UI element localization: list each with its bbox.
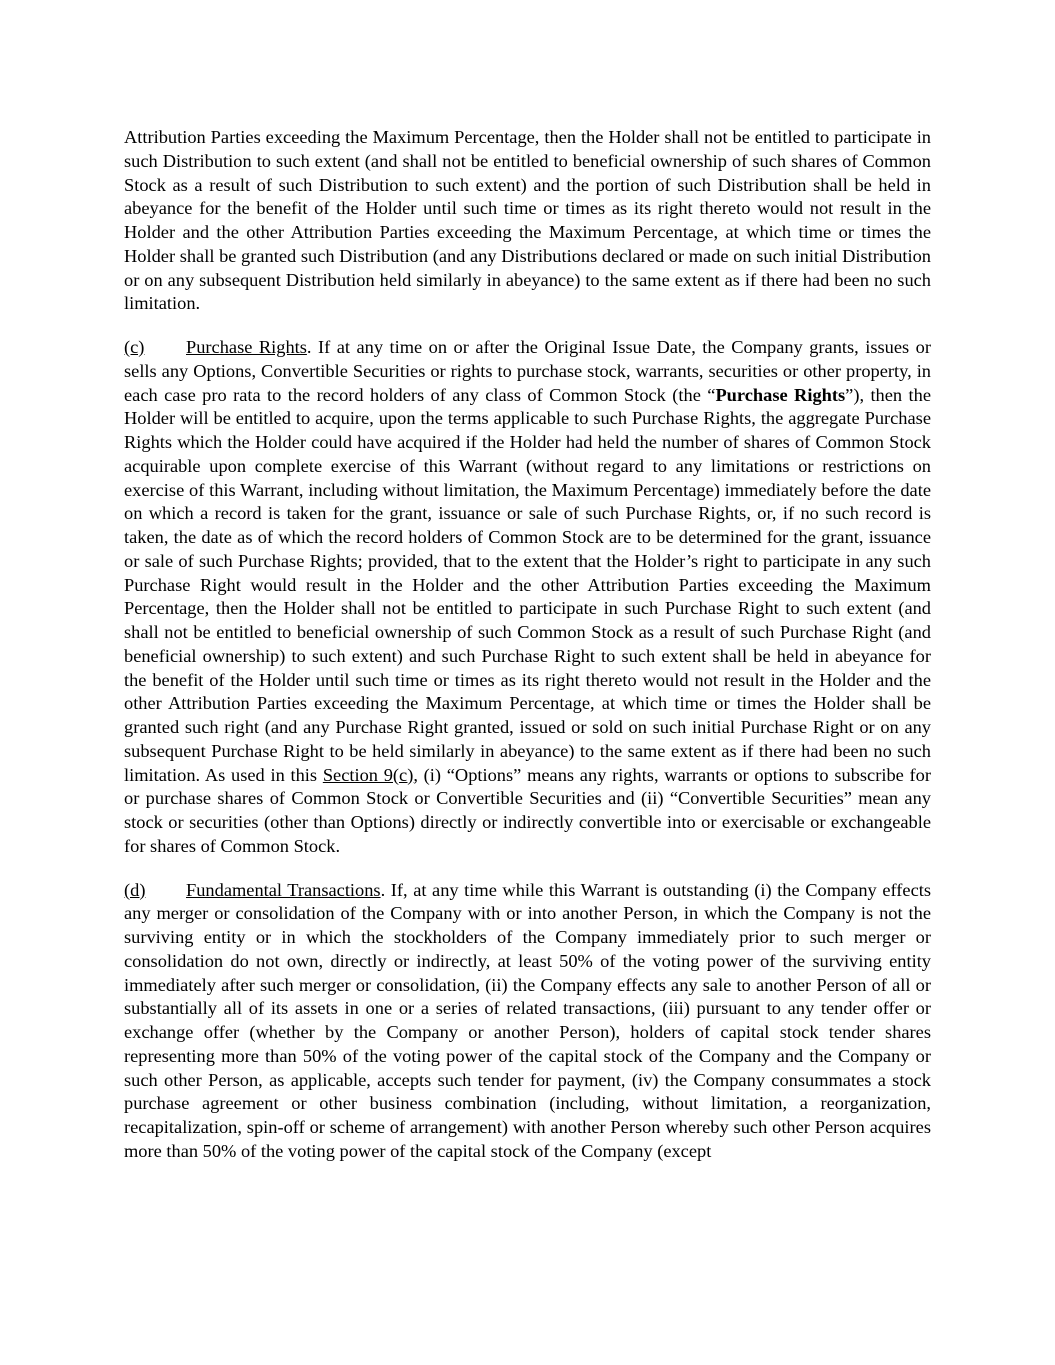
paragraph-text: . If, at any time while this Warrant is outstanding (i) the Company effects any merger or consolidation of the Company with or into another Person, in which the Company is not the surviving entity or in which the stockholders of the Company immediately prior to such merger or consolidation do not own, directly or indirectly, at least 50% of the voting power of the surviving entity immediately after such merger or consolidation, (ii) the Company effects any sale to another Person of all or substantially all of its assets in one or a series of related transactions, (iii) pursuant to any tender offer or exchange offer (whether by the Company or another Person), holders of capital stock tender shares representing more than 50% of the voting power of the capital stock of the Company and the Company or such other Person, as applicable, accepts such tender for payment, (iv) the Company consummates a stock purchase agreement or other business combination (including, without limitation, a reorganization, recapitalization, spin-off or scheme of arrangement) with another Person whereby such other Person acquires more than 50% of the voting power of the capital stock of the Company (except [124,879,932,1161]
paragraph-text: . If at any time on or after the Original Issue Date, the Company grants, issues or sells any Options, Convertible Securities or rights to purchase stock, warrants, securities or other property, in each case pro rata to the record holders of any class of Common Stock (the “ [124,337,931,405]
section-heading: Purchase Rights [186,337,307,357]
section-number: (c) [124,337,145,357]
section-number: (d) [124,879,146,900]
paragraph-text: ”), then the Holder will be entitled to acquire, upon the terms applicable to such Purchase Rights, the aggregate Purchase Rights which the Holder could have acquired if the Holder had held the number of shares of Common Stock acquirable upon complete exercise of this Warrant (without regard to any limitations or restrictions on exercise of this Warrant, including without limitation, the Maximum Percentage) immediately before the date on which a record is taken for the grant, issuance or sale of such Purchase Rights, or, if no such record is taken, the date as of which the record holders of Common Stock are to be determined for the grant, issuance or sale of such Purchase Rights; provided, that to the extent that the Holder’s right to participate in any such Purchase Right would result in the Holder and the other Attribution Parties exceeding the Maximum Percentage, then the Holder shall not be entitled to participate in such Purchase Right to such extent (and shall not be entitled to beneficial ownership of such Common Stock as a result of such Purchase Right (and beneficial ownership) to such extent) and such Purchase Right to such extent shall be held in abeyance for the benefit of the Holder until such time or times as its right thereto would not result in the Holder and the other Attribution Parties exceeding the Maximum Percentage, at which time or times the Holder shall be granted such right (and any Purchase Right granted, issued or sold on such initial Purchase Right or on any subsequent Purchase Right to be held similarly in abeyance) to the same extent as if there had been no such limitation. As used in this [124,384,931,785]
section-heading: Fundamental Transactions [186,879,381,900]
section-reference: Section 9(c) [322,764,414,785]
paragraph-purchase-rights [124,336,931,859]
paragraph-text: , (i) “Options” means any rights, warrants or options to subscribe for or purchase shares of Common Stock or Convertible Securities and (ii) “Convertible Securities” mean any stock or securities (other than Options) directly or indirectly convertible into or exercisable or exchangeable for shares of Common Stock. [124,764,931,856]
defined-term: Purchase Rights [715,384,846,405]
document-page [124,126,931,1184]
paragraph-fundamental-transactions [124,879,931,1164]
paragraph-distribution-continued [124,126,931,316]
paragraph-text: Attribution Parties exceeding the Maximum Percentage, then the Holder shall not be entitled to participate in such Distribution to such extent (and shall not be entitled to beneficial ownership of such shares of Common Stock as a result of such Distribution to such extent) and the portion of such Distribution shall be held in abeyance for the benefit of the Holder until such time or times as its right thereto would not result in the Holder and the other Attribution Parties exceeding the Maximum Percentage, at which time or times the Holder shall be granted such Distribution (and any Distributions declared or made on such initial Distribution or on any subsequent Distribution held similarly in abeyance) to the same extent as if there had been no such limitation. [124,127,931,314]
